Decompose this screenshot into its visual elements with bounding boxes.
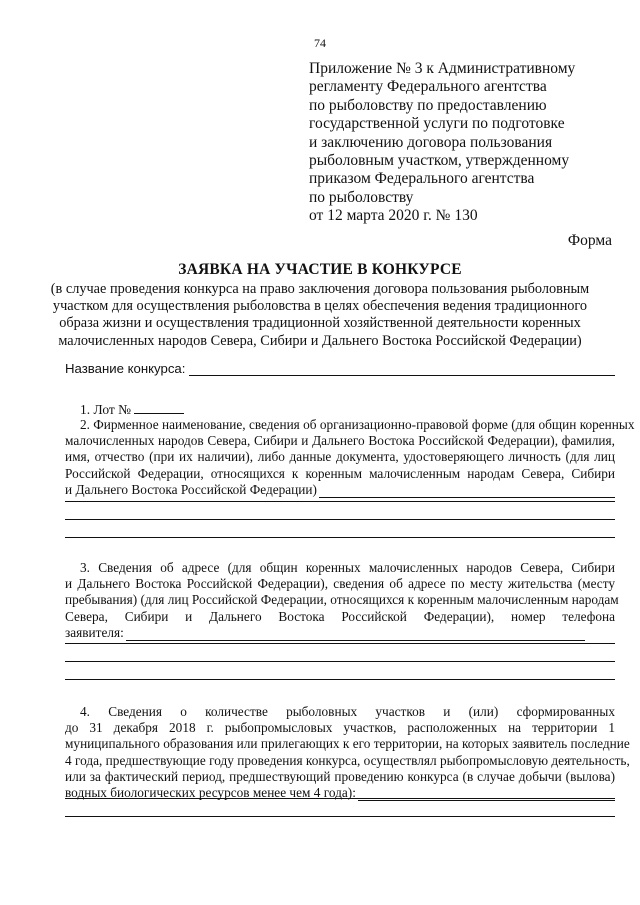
fishing-areas-field[interactable] <box>358 789 615 801</box>
contest-name-field[interactable] <box>189 363 615 376</box>
appendix-reference <box>309 60 609 226</box>
appendix-line: и заключению договора пользования <box>309 133 553 151</box>
contest-name-label: Название конкурса: <box>65 361 186 376</box>
item-2-line: Российской Федерации, относящихся к коренным малочисленным народам Севера, Сибири <box>65 465 615 481</box>
item-3-line: заявителя: <box>65 624 124 640</box>
document-title: ЗАЯВКА НА УЧАСТИЕ В КОНКУРСЕ <box>178 261 462 278</box>
appendix-line: регламенту Федерального агентства <box>309 78 547 96</box>
item-3-answer-line[interactable] <box>65 661 615 662</box>
item-2-last-line <box>65 482 615 498</box>
item-4-line: до 31 декабря 2018 г. рыбопромысловых участков, расположенных на территории 1 <box>65 720 615 736</box>
item-2-answer-line[interactable] <box>65 501 615 502</box>
item-3-line: пребывания) (для лиц Российской Федерации, относящихся к коренным малочисленным народам <box>65 592 619 608</box>
item-3-answer-line[interactable] <box>65 679 615 680</box>
item-2-paragraph <box>65 417 635 498</box>
item-3-line: Севера, Сибири и Дальнего Востока Российской Федерации), номер телефона <box>65 608 615 624</box>
lot-number-field[interactable] <box>134 401 184 414</box>
item-4-answer-line[interactable] <box>65 816 615 817</box>
applicant-name-field[interactable] <box>319 486 615 498</box>
item-3-paragraph <box>65 560 619 641</box>
item-4-paragraph <box>65 704 630 801</box>
subtitle-line: малочисленных народов Севера, Сибири и Дальнего Востока Российской Федерации) <box>58 332 582 349</box>
form-label: Форма <box>567 232 612 249</box>
appendix-line: рыболовным участком, утвержденному <box>309 152 570 170</box>
item-4-line: муниципального образования или прилегающих к его территории, на которых заявитель последние <box>65 736 630 752</box>
item-3-line: 3. Сведения об адресе (для общин коренных малочисленных народов Севера, Сибири <box>80 560 615 575</box>
item-3-line: и Дальнего Востока Российской Федерации), сведения об адресе по месту жительства (месту <box>65 576 615 592</box>
item-4-line: водных биологических ресурсов менее чем 4 года): <box>65 785 356 801</box>
item-2-line: 2. Фирменное наименование, сведения об организационно-правовой форме (для общин коренных <box>80 417 635 432</box>
item-2-line: имя, отчество (при их наличии), либо данные документа, удостоверяющего личность (для лиц <box>65 449 615 465</box>
item-2-line: и Дальнего Востока Российской Федерации) <box>65 481 317 497</box>
item-4-answer-line[interactable] <box>65 798 615 799</box>
appendix-line: по рыболовству <box>309 188 414 206</box>
appendix-line: от 12 марта 2020 г. № 130 <box>309 207 478 225</box>
item-4-line: или за фактический период, предшествующий проведению конкурса (в случае добычи (вылова) <box>65 768 615 784</box>
item-4-line: 4 года, предшествующие году проведения конкурса, осуществлял рыбопромысловую деятельность, <box>65 752 630 768</box>
applicant-address-field[interactable] <box>126 629 585 641</box>
item-2-line: малочисленных народов Севера, Сибири и Дальнего Востока Российской Федерации), фамилия, <box>65 433 615 449</box>
appendix-line: приказом Федерального агентства <box>309 170 535 188</box>
subtitle-line: (в случае проведения конкурса на право заключения договора пользования рыболовным <box>50 281 590 297</box>
lot-row <box>80 401 184 418</box>
contest-name-row <box>65 361 615 376</box>
subtitle-line: образа жизни и осуществления традиционной хозяйственной деятельности коренных <box>59 315 581 332</box>
item-4-line: 4. Сведения о количестве рыболовных участков и (или) сформированных <box>80 704 615 719</box>
appendix-line: государственной услуги по подготовке <box>309 115 565 133</box>
item-3-last-line <box>65 625 585 641</box>
lot-label: 1. Лот № <box>80 402 132 417</box>
item-3-answer-line[interactable] <box>65 643 615 644</box>
item-2-answer-line[interactable] <box>65 537 615 538</box>
appendix-line: по рыболовству по предоставлению <box>309 96 547 114</box>
appendix-line: Приложение № 3 к Административному <box>309 60 576 77</box>
document-subtitle <box>0 281 640 350</box>
subtitle-line: участком для осуществления рыболовства в целях обеспечения ведения традиционного <box>52 298 588 315</box>
item-2-answer-line[interactable] <box>65 519 615 520</box>
page-number: 74 <box>314 36 326 50</box>
